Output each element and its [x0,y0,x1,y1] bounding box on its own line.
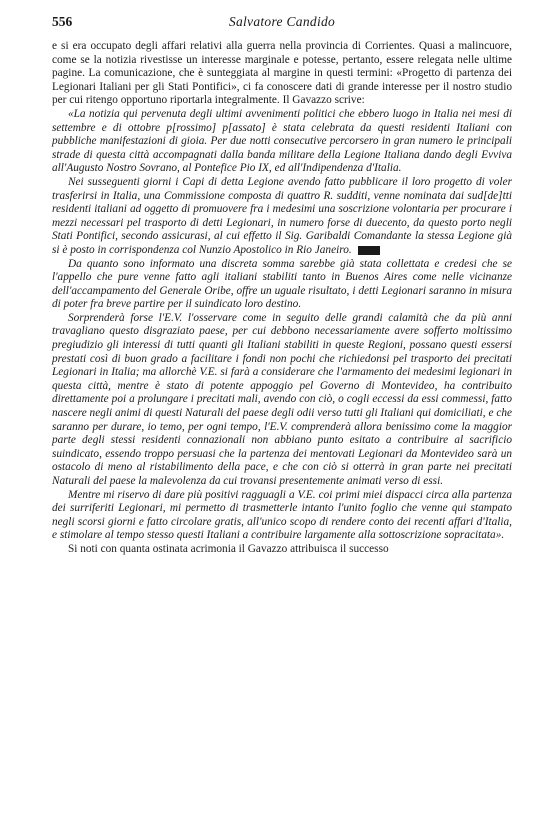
paragraph: Si noti con quanta ostinata acrimonia il Gavazzo attribuisca il successo [68,542,389,555]
quoted-paragraph: Sorprenderà forse l'E.V. l'osservare come in seguito delle grandi calamità che da più anni travagliano questo disgraziato paese, per cui debbono necessariamente avere sofferto moltissimo pregiudizio gli interessi di tutti quanti gli Italiani stabiliti in queste Regioni, possano questi essersi prestati così di buon grado a facilitare i fondi non pochi che richiedonsi pel trasporto dei precitati Legionari in Italia; ma allorchè V.E. si farà a considerare che l'armamento dei medesimi legionari in questa città, mentre è stato di potente appoggio pel Governo di Montevideo, ha contribuito direttamente poi a prolungare i precitati mali, avendo con ciò, o cogli eccessi da essi commessi, fatto nascere negli animi di questi Naturali del paese degli odii verso tutti gli Italiani qui domiciliati, e che saranno per durare, io temo, per ogni tempo, l'E.V. comprenderà allora benissimo come la maggior parte degli stessi residenti connazionali non abbiano punto esitato a contribuire al sacrificio suindicato, essendo troppo persuasi che la partenza dei mentovati Legionari da Montevideo sarà un ostacolo di meno al ristabilimento della pace, e che con ciò si otterrà in gran parte nei precitati Naturali del paese la malevolenza da cui trovansi presentemente animati verso di essi. [52,311,512,487]
page-number: 556 [52,14,73,29]
quoted-paragraph: Nei susseguenti giorni i Capi di detta Legione avendo fatto pubblicare il loro progetto di voler trasferirsi in Italia, una Commissione composta di quattro R. sudditi, venne nominata dai sud[de]tti residenti italiani ad oggetto di promuovere fra i medesimi una soscrizione volontaria per procurare i mezzi necessari pel trasporto di detti Legionari, in numero forse di duecento, da questo porto negli Stati Pontifici, secondo assicurasi, al cui effetto il Sig. Garibaldi Comandante la stessa Legione già si è posto in corrispondenza col Nunzio Apostolico in Rio Janeiro. [52,175,512,256]
quoted-paragraph: Da quanto sono informato una discreta somma sarebbe già stata collettata e credesi che se l'appello che pure venne fatto agli italiani stabiliti tanto in Buenos Aires come nelle vicinanze dell'accampamento del Generale Oribe, offre un uguale risultato, i detti Legionari saranno in misura di poter fra breve partire per il suindicato loro destino. [52,257,512,311]
running-title: Salvatore Candido [228,14,336,29]
ink-blot-mark [358,246,380,255]
quoted-paragraph: Mentre mi riservo di dare più positivi ragguagli a V.E. coi primi miei dispacci circa alla partenza dei surriferiti Legionari, mi permetto di trasmetterle intanto l'unito foglio che venne qui stampato negli scorsi giorni e fatto circolare gratis, all'unico scopo di rendere conto dei recenti affari d'Italia, e stimolare al tempo stesso questi Italiani a contribuire largamente alla sottoscrizione sopracitata». [52,488,512,542]
quoted-paragraph: «La notizia qui pervenuta degli ultimi avvenimenti politici che ebbero luogo in Italia nei mesi di settembre e di ottobre p[rossimo] p[assato] è stata celebrata da questi residenti Italiani con pubbliche manifestazioni di gioia. Per due notti consecutive percorsero in gran numero le principali strade di questa città accompagnati dalla banda militare della Legione Italiana dando degli Evviva all'Augusto Nostro Sovrano, al Pontefice Pio IX, ed all'Indipendenza d'Italia. [52,107,512,175]
page-header [52,14,512,30]
paragraph: e si era occupato degli affari relativi alla guerra nella provincia di Corrientes. Quasi a malincuore, come se la notizia rivestisse un interesse marginale e potesse, pertanto, essere relegata nelle ultime pagine. La comunicazione, che è sunteggiata al margine in questi termini: «Progetto di partenza dei Legionari Italiani per gli Stati Pontifici», ci fa conoscere dati di grande interesse per il nostro studio per cui ritengo opportuno riportarla integralmente. Il Gavazzo scrive: [52,40,512,107]
body-text [52,40,512,557]
